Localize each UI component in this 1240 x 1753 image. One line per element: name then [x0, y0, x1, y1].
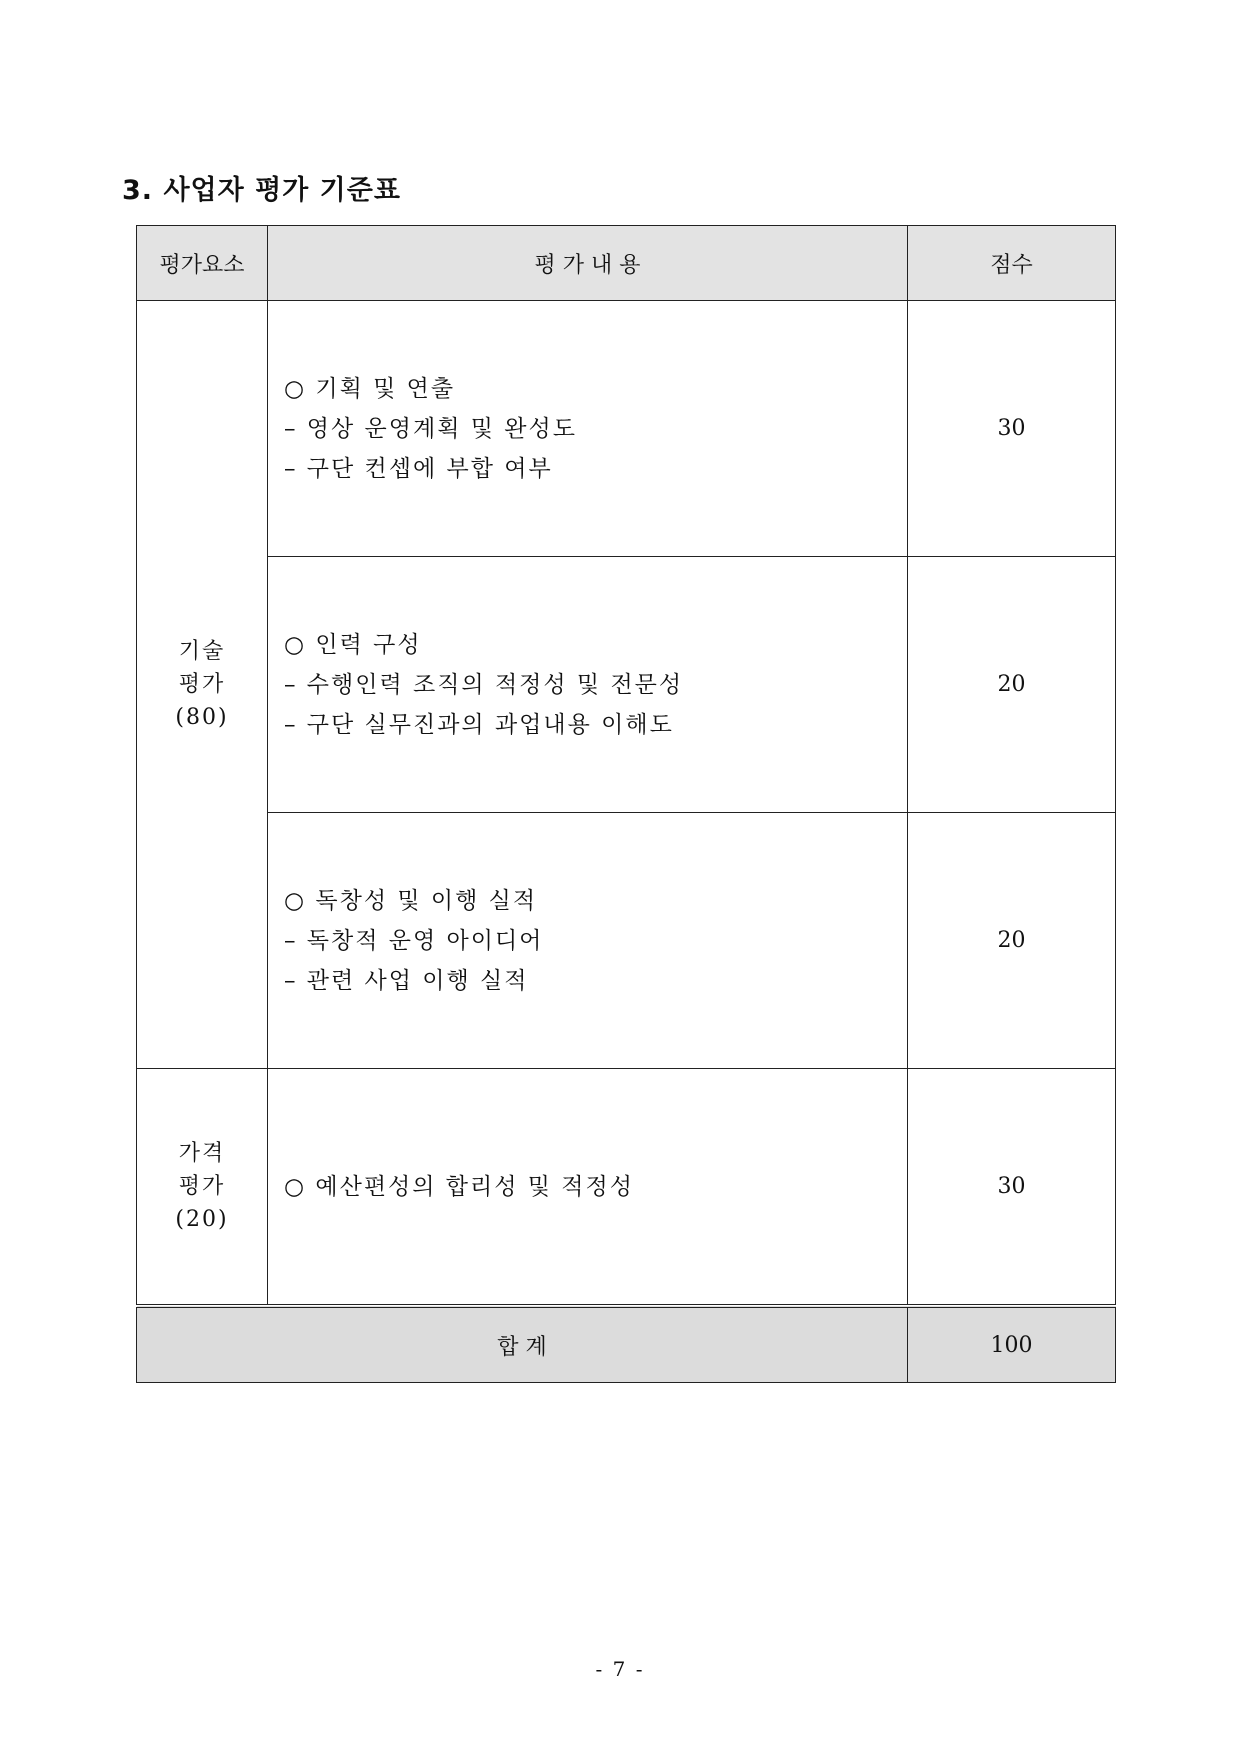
criteria-line: ○ 기획 및 연출 [284, 375, 456, 402]
content-cell [268, 301, 908, 557]
category-line: 가격 [178, 1141, 226, 1166]
score-cell: 20 [908, 557, 1116, 813]
header-category: 평가요소 [137, 226, 268, 301]
table-row [137, 1069, 1116, 1307]
criteria-line: – 관련 사업 이행 실적 [284, 967, 529, 994]
category-line: (20) [175, 1207, 229, 1232]
table-row [137, 813, 1116, 1069]
section-title: 3. 사업자 평가 기준표 [122, 175, 401, 206]
table-header-row [137, 226, 1116, 301]
page-number: - 7 - [595, 1657, 645, 1681]
criteria-line: – 구단 실무진과의 과업내용 이해도 [284, 711, 674, 738]
criteria-line: – 영상 운영계획 및 완성도 [284, 415, 577, 442]
score-cell: 30 [908, 301, 1116, 557]
table-row [137, 301, 1116, 557]
total-score: 100 [908, 1306, 1116, 1383]
criteria-line: – 독창적 운영 아이디어 [284, 927, 544, 954]
category-line: (80) [175, 705, 229, 730]
category-line: 기술 [178, 639, 226, 664]
table-row [137, 557, 1116, 813]
score-cell: 30 [908, 1069, 1116, 1307]
evaluation-criteria-table [136, 225, 1116, 1383]
content-cell [268, 1069, 908, 1307]
category-line: 평가 [178, 1174, 226, 1199]
header-score: 점수 [908, 226, 1116, 301]
total-label: 합 계 [137, 1306, 908, 1383]
total-row [137, 1306, 1116, 1383]
criteria-line: – 구단 컨셉에 부합 여부 [284, 455, 553, 482]
content-cell [268, 557, 908, 813]
category-line: 평가 [178, 672, 226, 697]
criteria-line: – 수행인력 조직의 적정성 및 전문성 [284, 671, 684, 698]
content-cell [268, 813, 908, 1069]
criteria-line: ○ 독창성 및 이행 실적 [284, 887, 538, 914]
category-technical [137, 301, 268, 1069]
score-cell: 20 [908, 813, 1116, 1069]
header-content: 평 가 내 용 [268, 226, 908, 301]
category-price [137, 1069, 268, 1307]
criteria-line: ○ 인력 구성 [284, 631, 422, 658]
criteria-line: ○ 예산편성의 합리성 및 적정성 [284, 1173, 634, 1200]
